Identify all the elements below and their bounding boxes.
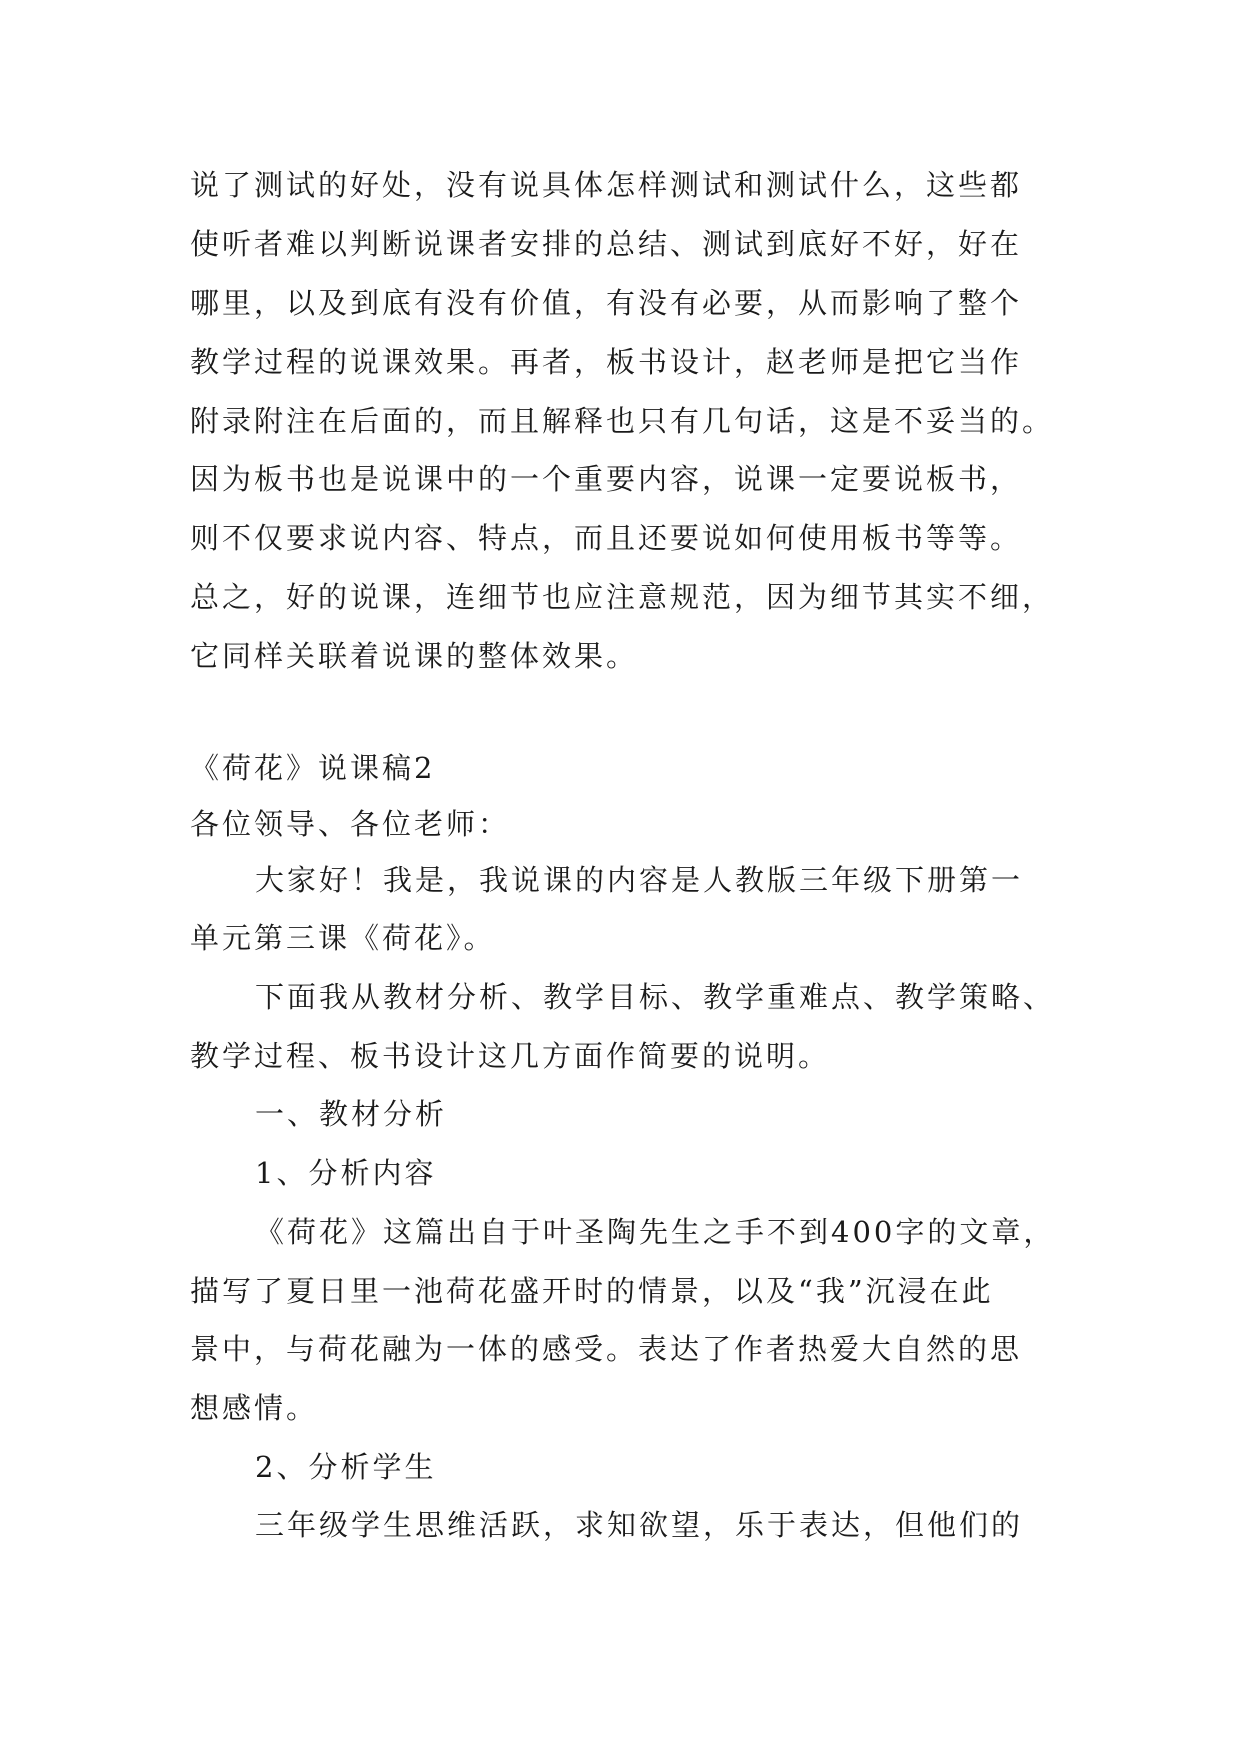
text-line: 描写了夏日里一池荷花盛开时的情景，以及“我”沉浸在此 <box>190 1274 994 1308</box>
text-line: 它同样关联着说课的整体效果。 <box>190 639 639 673</box>
text-line: 《荷花》这篇出自于叶圣陶先生之手不到400字的文章， <box>255 1215 1056 1249</box>
salutation: 各位领导、各位老师： <box>190 807 511 841</box>
text-line: 总之，好的说课，连细节也应注意规范，因为细节其实不细， <box>190 580 1055 614</box>
section-title: 《荷花》说课稿2 <box>190 751 436 785</box>
subheading: 一、教材分析 <box>255 1097 448 1131</box>
text-line: 说了测试的好处，没有说具体怎样测试和测试什么，这些都 <box>190 168 1023 202</box>
text-line: 三年级学生思维活跃，求知欲望，乐于表达，但他们的 <box>255 1508 1024 1542</box>
text-line: 大家好！我是，我说课的内容是人教版三年级下册第一 <box>255 863 1024 897</box>
text-line: 附录附注在后面的，而且解释也只有几句话，这是不妥当的。 <box>190 404 1055 438</box>
subheading: 1、分析内容 <box>255 1156 437 1190</box>
text-line: 哪里，以及到底有没有价值，有没有必要，从而影响了整个 <box>190 286 1023 320</box>
text-line: 单元第三课《荷花》。 <box>190 921 496 955</box>
subheading: 2、分析学生 <box>255 1450 437 1484</box>
text-line: 教学过程的说课效果。再者，板书设计，赵老师是把它当作 <box>190 345 1023 379</box>
text-line: 下面我从教材分析、教学目标、教学重难点、教学策略、 <box>255 980 1056 1014</box>
text-line: 则不仅要求说内容、特点，而且还要说如何使用板书等等。 <box>190 521 1023 555</box>
text-line: 使听者难以判断说课者安排的总结、测试到底好不好，好在 <box>190 227 1023 261</box>
text-line: 教学过程、板书设计这几方面作简要的说明。 <box>190 1039 831 1073</box>
text-line: 景中，与荷花融为一体的感受。表达了作者热爱大自然的思 <box>190 1332 1023 1366</box>
text-line: 因为板书也是说课中的一个重要内容，说课一定要说板书， <box>190 462 1023 496</box>
text-line: 想感情。 <box>190 1391 319 1425</box>
